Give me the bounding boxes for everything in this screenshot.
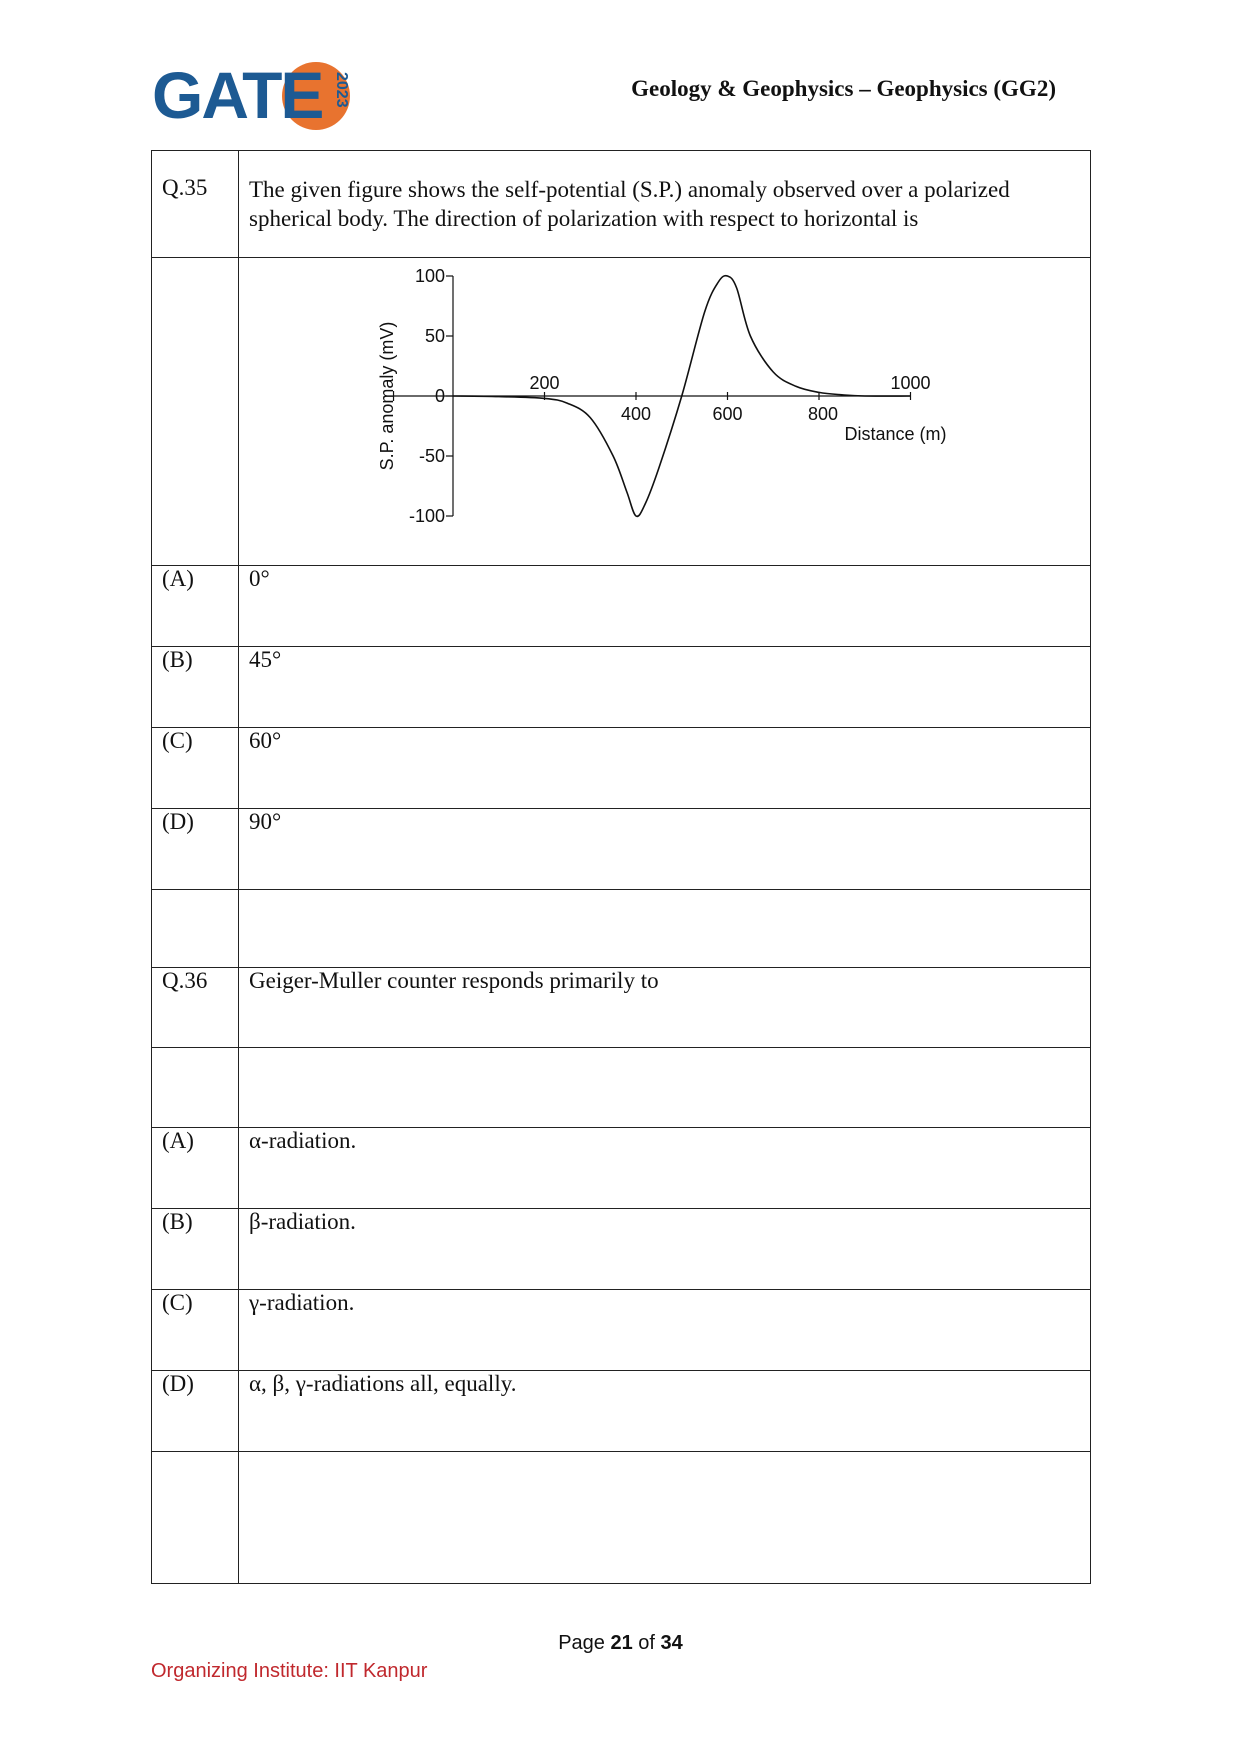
option-text: 0° xyxy=(239,566,1091,647)
option-label: (B) xyxy=(152,1209,239,1290)
question-number: Q.36 xyxy=(152,968,239,1048)
option-text: α-radiation. xyxy=(239,1128,1091,1209)
spacer-row xyxy=(152,1048,1091,1128)
option-text: α, β, γ-radiations all, equally. xyxy=(239,1371,1091,1452)
spacer-row xyxy=(152,890,1091,968)
question-number: Q.35 xyxy=(152,151,239,258)
x-tick-label: 400 xyxy=(620,404,652,424)
x-axis-label: Distance (m) xyxy=(844,424,947,444)
option-label: (D) xyxy=(152,809,239,890)
total-pages: 34 xyxy=(660,1632,683,1654)
question-row xyxy=(152,968,1091,1048)
logo-text: GATE xyxy=(152,58,323,132)
option-text: γ-radiation. xyxy=(239,1290,1091,1371)
option-row xyxy=(152,1128,1091,1209)
option-row xyxy=(152,728,1091,809)
y-tick-label: 0 xyxy=(434,386,445,406)
organizing-institute: Organizing Institute: IIT Kanpur xyxy=(151,1660,428,1682)
spacer-row xyxy=(152,1452,1091,1584)
option-row xyxy=(152,1371,1091,1452)
option-label: (C) xyxy=(152,728,239,809)
question-text: Geiger-Muller counter responds primarily to xyxy=(239,968,1091,1048)
option-label: (A) xyxy=(152,1128,239,1209)
option-label: (B) xyxy=(152,647,239,728)
logo-year: 2023 xyxy=(333,72,350,108)
y-tick-label: 50 xyxy=(424,326,445,346)
question-table xyxy=(151,150,1091,1584)
option-text: β-radiation. xyxy=(239,1209,1091,1290)
option-text: 60° xyxy=(239,728,1091,809)
question-row xyxy=(152,151,1091,258)
y-axis-label: S.P. anomaly (mV) xyxy=(377,321,397,471)
question-text: The given figure shows the self-potential (S.P.) anomaly observed over a polarized spherical body. The direction of polarization with respect to horizontal is xyxy=(239,151,1091,258)
option-label: (A) xyxy=(152,566,239,647)
y-tick-label: -100 xyxy=(408,506,445,526)
y-tick-label: -50 xyxy=(418,446,445,466)
x-tick-label: 200 xyxy=(529,373,560,393)
option-text: 45° xyxy=(239,647,1091,728)
option-row xyxy=(152,566,1091,647)
option-row xyxy=(152,647,1091,728)
page-number: Page 21 of 34 xyxy=(558,1632,683,1654)
gate-logo xyxy=(152,58,362,138)
page-header-title: Geology & Geophysics – Geophysics (GG2) xyxy=(631,76,1056,101)
option-label: (D) xyxy=(152,1371,239,1452)
sp-anomaly-chart xyxy=(239,258,1089,558)
option-row xyxy=(152,1209,1091,1290)
y-tick-label: 100 xyxy=(414,266,445,286)
option-row xyxy=(152,1290,1091,1371)
figure-row xyxy=(152,258,1091,566)
option-text: 90° xyxy=(239,809,1091,890)
x-tick-label: 800 xyxy=(807,404,839,424)
option-label: (C) xyxy=(152,1290,239,1371)
figure-cell xyxy=(239,258,1091,566)
x-tick-label: 1000 xyxy=(890,373,931,393)
option-row xyxy=(152,809,1091,890)
x-tick-label: 600 xyxy=(712,404,743,424)
current-page: 21 xyxy=(610,1632,633,1654)
